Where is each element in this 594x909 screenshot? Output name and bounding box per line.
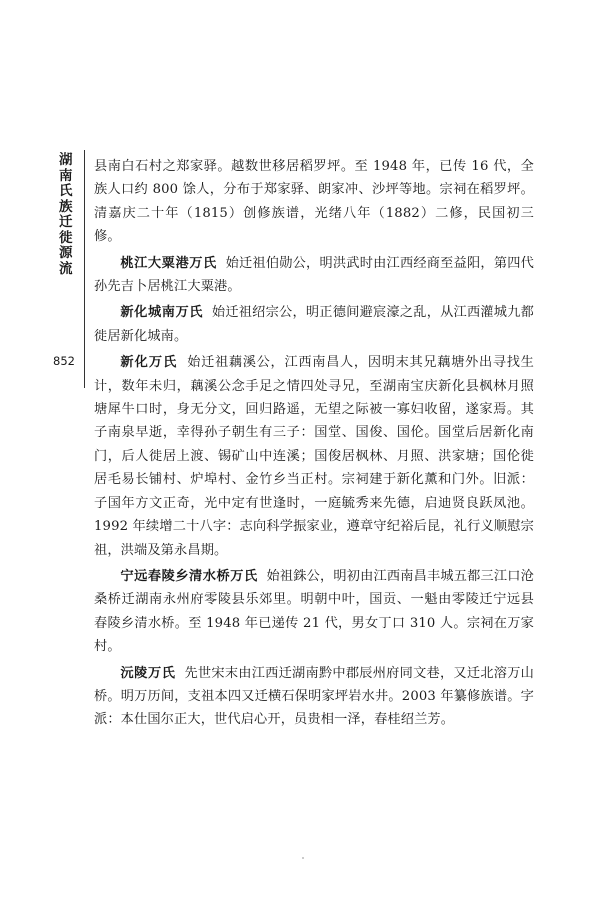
paragraph-text: 始迁祖绍宗公，明正德间避宸濠之乱，从江西灌城九都徙居新化城南。 xyxy=(94,305,534,344)
clan-heading: 宁远春陵乡清水桥万氏 xyxy=(120,568,258,584)
paragraph-text: 始祖銖公，明初由江西南昌丰城五都三江口沧桑桥迁湖南永州府零陵县乐郊里。明朝中叶，国贡、一魁由零陵迁宁远县春陵乡清水桥。至 1948 年已递传 21 代，男女丁口 310 人。宗祠在万家村。 xyxy=(94,568,535,655)
page-body xyxy=(94,155,534,732)
paragraph-ningyuan xyxy=(94,565,534,659)
paragraph-text: 始迁祖藕溪公，江西南昌人，因明末其兄藕塘外出寻找生计，数年未归，藕溪公念手足之情四处寻兄，至湖南宝庆新化县枫林月照塘犀牛口时，身无分文，回归路遥，无望之际被一寡妇收留，遂家焉。其子南泉早逝，幸得孙子朝生有三子：国堂、国俊、国伦。国堂后居新化南门，后人徙居上渡、锡矿山中连溪；国俊居枫林、月照、洪家塘；国伦徙居毛易长铺村、炉埠村、金竹乡当正村。宗祠建于新化薰和门外。旧派：子国年方文正奇，光中定有世逢时，一庭毓秀来先德，启迪贤良跃凤池。1992 年续增二十八字：志向科学振家业，遵章守纪裕后昆，礼行义顺慰宗祖，洪端及第永昌期。 xyxy=(94,355,535,558)
book-title: 湖南氏族迁徙源流 xyxy=(59,152,73,277)
paragraph-text: 始迁祖伯勋公，明洪武时由江西经商至益阳，第四代孙先吉卜居桃江大粟港。 xyxy=(94,255,535,295)
paragraph-xinhua xyxy=(94,351,534,562)
paragraph-text: 县南白石村之郑家驿。越数世移居稻罗坪。至 1948 年，已传 16 代，全族人口约 800 馀人，分布于郑家驿、朗家冲、沙坪等地。宗祠在稻罗坪。清嘉庆二十年（1815）创修族谱，光绪八年（1882）二修，民国初三修。 xyxy=(94,159,534,245)
clan-heading: 沅陵万氏 xyxy=(120,665,176,681)
paragraph-continued xyxy=(94,155,534,249)
paragraph-xinhua-chengnan xyxy=(94,301,534,348)
clan-heading: 新化城南万氏 xyxy=(120,305,204,321)
paragraph-text: 先世宋末由江西迁湖南黔中郡辰州府同文巷，又迁北溶万山桥。明万历间，支祖本四又迁横石保明家坪岩水井。2003 年纂修族谱。字派：本仕国尔正大，世代启心开，员贵相一泽，春桂绍兰芳。 xyxy=(94,665,534,728)
page-number: 852 xyxy=(53,354,75,368)
paragraph-taojiang xyxy=(94,252,534,299)
clan-heading: 新化万氏 xyxy=(120,355,178,371)
scan-speck xyxy=(302,857,304,859)
clan-heading: 桃江大粟港万氏 xyxy=(120,255,217,271)
margin-rule xyxy=(84,150,85,388)
paragraph-yuanling xyxy=(94,662,534,732)
